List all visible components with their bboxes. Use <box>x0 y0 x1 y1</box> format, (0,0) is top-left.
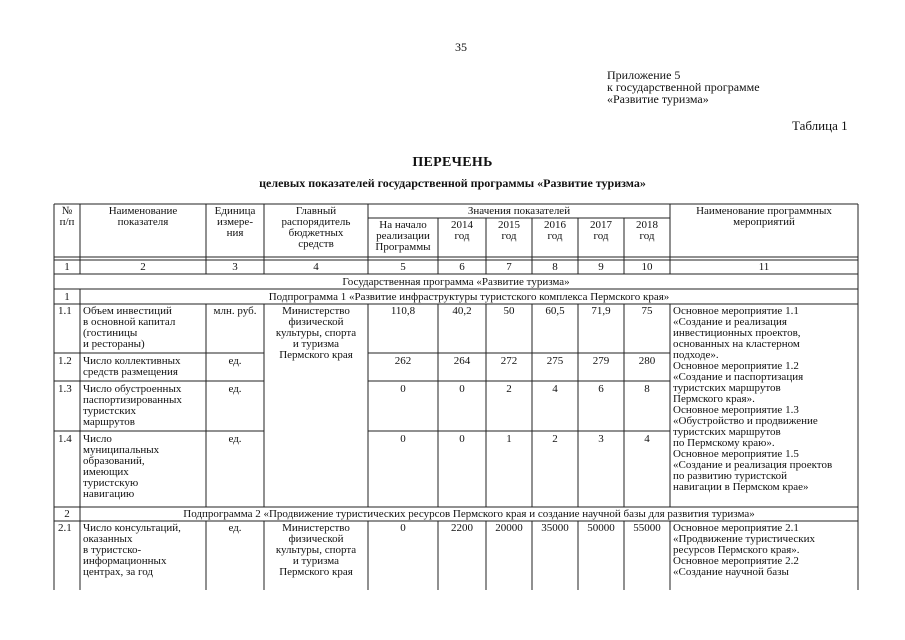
subprogram-2-title: Подпрограмма 2 «Продвижение туристических ресурсов Пермского края и создание научной базы для развития туризма» <box>183 508 755 520</box>
name-line: навигацию <box>83 488 135 500</box>
name-line: маршрутов <box>83 416 135 428</box>
row-1-2-value: 279 <box>592 355 610 367</box>
row-1-3-value: 6 <box>598 383 604 395</box>
header-year-line: 2016 <box>544 219 566 231</box>
header-events-line: Наименование программных <box>696 205 832 217</box>
column-number: 11 <box>758 261 770 273</box>
program-title: Государственная программа «Развитие туризма» <box>342 276 570 288</box>
row-1-1-value: 75 <box>641 305 653 317</box>
header-year-line: год <box>593 230 609 242</box>
event-line: навигации в Пермском крае» <box>673 481 809 493</box>
header-start-line: На начало <box>379 219 427 231</box>
event-line: Пермского края». <box>673 393 755 405</box>
event-line: «Создание научной базы <box>673 566 789 578</box>
header-year-2017 <box>578 220 624 242</box>
row-2-1-value: 55000 <box>633 522 661 534</box>
row-1-1-value: 40,2 <box>452 305 472 317</box>
row-1-4-value: 1 <box>506 433 512 445</box>
row-1-1-name <box>83 306 175 350</box>
row-1-2-value: 275 <box>546 355 564 367</box>
header-year-line: 2015 <box>498 219 520 231</box>
header-year-2014 <box>438 220 486 242</box>
row-1-1-value: 71,9 <box>591 305 611 317</box>
manager-line: Пермского края <box>279 566 353 578</box>
appendix-line-2: к государственной программе <box>607 80 760 94</box>
column-number: 1 <box>64 261 70 273</box>
row-2-1-value: 20000 <box>495 522 523 534</box>
row-1-3-num: 1.3 <box>58 383 72 395</box>
page-number: 35 <box>455 40 467 54</box>
document-title: ПЕРЕЧЕНЬ <box>412 155 493 170</box>
column-number: 8 <box>552 261 558 273</box>
name-line: информационных <box>83 555 167 567</box>
name-line: в основной капитал <box>83 316 176 328</box>
name-line: образований, <box>83 455 145 467</box>
column-number: 4 <box>313 261 319 273</box>
manager-line: Пермского края <box>279 349 353 361</box>
manager-line: и туризма <box>292 338 340 350</box>
row-1-4-value: 4 <box>644 433 650 445</box>
column-number: 7 <box>506 261 512 273</box>
table-label: Таблица 1 <box>792 118 848 133</box>
name-line: оказанных <box>83 533 133 545</box>
name-line: туристскую <box>83 477 139 489</box>
row-2-1-manager <box>264 523 368 578</box>
row-1-3-value: 0 <box>400 383 406 395</box>
row-1-3-value: 0 <box>459 383 465 395</box>
event-line: подходе». <box>673 349 719 361</box>
row-1-4-value: 0 <box>459 433 465 445</box>
event-line: по Пермскому краю». <box>673 437 775 449</box>
row-2-1-name <box>83 523 181 578</box>
appendix-line-1: Приложение 5 <box>607 68 681 82</box>
row-1-3-value: 4 <box>552 383 558 395</box>
row-1-3-value: 8 <box>644 383 650 395</box>
header-year-2015 <box>486 220 532 242</box>
header-start-line: Программы <box>375 241 431 253</box>
header-manager-line: бюджетных <box>288 227 344 239</box>
header-num-line: п/п <box>59 216 75 228</box>
event-line: Основное мероприятие 1.3 <box>673 404 799 416</box>
subprogram-1-title: Подпрограмма 1 «Развитие инфраструктуры туристского комплекса Пермского края» <box>268 291 670 303</box>
header-start <box>368 220 438 253</box>
name-line: Число <box>83 433 112 445</box>
row-1-2-value: 272 <box>500 355 518 367</box>
header-unit-line: Единица <box>214 205 256 217</box>
row-1-4-unit: ед. <box>228 433 242 445</box>
name-line: и рестораны) <box>83 338 145 350</box>
name-line: паспортизированных <box>83 394 182 406</box>
column-number: 6 <box>459 261 465 273</box>
manager-sp1 <box>264 306 368 361</box>
row-2-1-num: 2.1 <box>58 522 72 534</box>
row-1-4-num: 1.4 <box>58 433 72 445</box>
event-line: Основное мероприятие 1.1 <box>673 305 799 317</box>
header-year-2018 <box>624 220 670 242</box>
row-1-4-value: 0 <box>400 433 406 445</box>
header-num <box>54 206 80 228</box>
header-year-line: год <box>547 230 563 242</box>
manager-line: культуры, спорта <box>275 327 357 339</box>
header-year-line: 2017 <box>590 219 612 231</box>
event-line: по развитию туристской <box>673 470 788 482</box>
row-1-1-num: 1.1 <box>58 305 72 317</box>
header-year-line: год <box>501 230 517 242</box>
row-1-4-value: 2 <box>552 433 558 445</box>
event-line: «Создание и паспортизация <box>673 371 804 383</box>
header-year-line: 2018 <box>636 219 658 231</box>
row-1-2-num: 1.2 <box>58 355 72 367</box>
manager-line: физической <box>288 316 344 328</box>
row-1-3-name <box>83 384 182 428</box>
header-name-line: Наименование <box>108 205 178 217</box>
header-name <box>80 206 206 228</box>
header-unit-line: ния <box>226 227 244 239</box>
row-1-2-value: 280 <box>638 355 656 367</box>
header-manager-line: Главный <box>295 205 337 217</box>
row-2-1-value: 35000 <box>541 522 569 534</box>
header-manager <box>264 206 368 250</box>
event-line: ресурсов Пермского края». <box>673 544 800 556</box>
name-line: Объем инвестиций <box>83 305 172 317</box>
name-line: в туристско- <box>83 544 142 556</box>
header-unit <box>206 206 264 239</box>
row-2-1-unit: ед. <box>228 522 242 534</box>
name-line: средств размещения <box>83 366 178 378</box>
header-year-line: год <box>454 230 470 242</box>
header-year-2016 <box>532 220 578 242</box>
manager-line: Министерство <box>282 522 350 534</box>
header-manager-line: средств <box>298 238 334 250</box>
event-line: «Создание и реализация <box>673 316 787 328</box>
row-2-1-events <box>673 523 815 578</box>
header-year-line: 2014 <box>451 219 473 231</box>
document-subtitle: целевых показателей государственной программы «Развитие туризма» <box>259 176 646 190</box>
header-num-line: № <box>61 205 73 217</box>
column-number: 10 <box>641 261 653 273</box>
column-number: 9 <box>598 261 604 273</box>
manager-line: физической <box>288 533 344 545</box>
name-line: имеющих <box>83 466 129 478</box>
events-sp1 <box>673 306 832 493</box>
name-line: (гостиницы <box>83 327 138 339</box>
header-events <box>670 206 858 228</box>
row-2-1-value: 50000 <box>587 522 615 534</box>
name-line: Число обустроенных <box>83 383 182 395</box>
name-line: туристских <box>83 405 136 417</box>
event-line: Основное мероприятие 2.1 <box>673 522 799 534</box>
header-unit-line: измере- <box>217 216 253 228</box>
event-line: Основное мероприятие 1.2 <box>673 360 799 372</box>
header-values-group: Значения показателей <box>467 205 571 217</box>
name-line: Число коллективных <box>83 355 181 367</box>
row-1-4-value: 3 <box>598 433 604 445</box>
header-year-line: год <box>639 230 655 242</box>
header-start-line: реализации <box>376 230 430 242</box>
appendix-line-3: «Развитие туризма» <box>607 92 709 106</box>
name-line: Число консультаций, <box>83 522 181 534</box>
row-1-2-unit: ед. <box>228 355 242 367</box>
event-line: Основное мероприятие 1.5 <box>673 448 799 460</box>
header-name-line: показателя <box>117 216 169 228</box>
name-line: муниципальных <box>83 444 160 456</box>
event-line: инвестиционных проектов, <box>673 327 801 339</box>
header-manager-line: распорядитель <box>281 216 351 228</box>
event-line: Основное мероприятие 2.2 <box>673 555 799 567</box>
name-line: центрах, за год <box>83 566 153 578</box>
manager-line: Министерство <box>282 305 350 317</box>
row-2-1-value: 0 <box>400 522 406 534</box>
event-line: «Продвижение туристических <box>673 533 815 545</box>
column-number: 5 <box>400 261 406 273</box>
row-1-1-value: 50 <box>503 305 515 317</box>
row-1-1-value: 60,5 <box>545 305 565 317</box>
manager-line: и туризма <box>292 555 340 567</box>
row-1-2-value: 262 <box>394 355 412 367</box>
column-number: 2 <box>140 261 146 273</box>
row-1-2-value: 264 <box>453 355 471 367</box>
row-1-1-value: 110,8 <box>390 305 416 317</box>
event-line: туристских маршрутов <box>673 382 781 394</box>
row-1-3-value: 2 <box>506 383 512 395</box>
event-line: туристских маршрутов <box>673 426 781 438</box>
subprogram-2-num: 2 <box>64 508 70 520</box>
row-2-1-value: 2200 <box>451 522 473 534</box>
column-number: 3 <box>232 261 238 273</box>
row-1-4-name <box>83 434 159 500</box>
row-1-3-unit: ед. <box>228 383 242 395</box>
event-line: основанных на кластерном <box>673 338 800 350</box>
event-line: «Создание и реализация проектов <box>673 459 833 471</box>
header-events-line: мероприятий <box>733 216 795 228</box>
event-line: «Обустройство и продвижение <box>673 415 818 427</box>
row-1-1-unit: млн. руб. <box>213 305 257 317</box>
subprogram-1-num: 1 <box>64 291 70 303</box>
row-1-2-name <box>83 356 181 378</box>
manager-line: культуры, спорта <box>275 544 357 556</box>
